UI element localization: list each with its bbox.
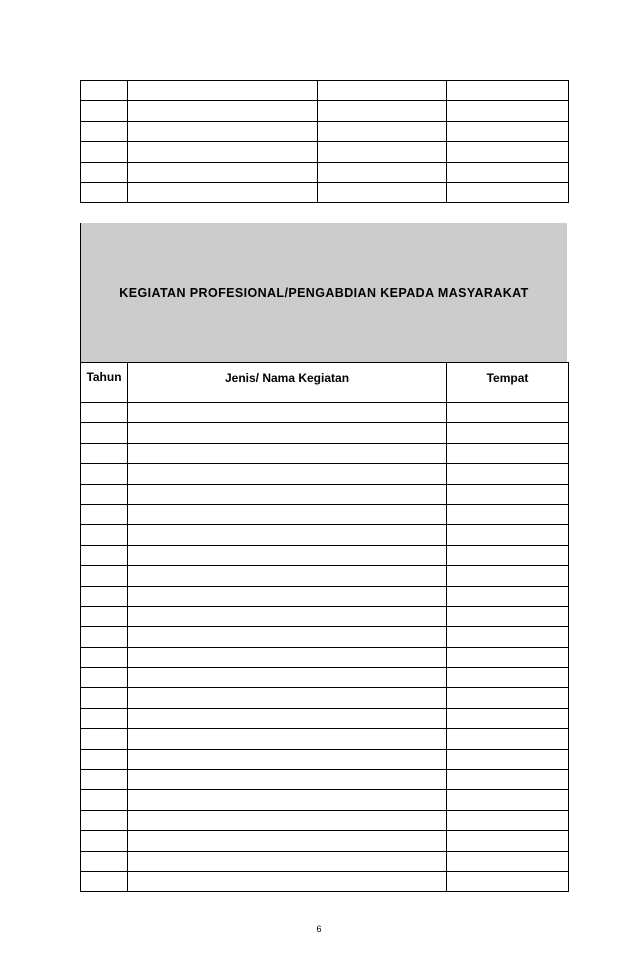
table-cell <box>447 504 569 524</box>
table-cell <box>447 121 569 141</box>
table-cell <box>128 831 447 851</box>
table-cell <box>318 121 447 141</box>
table-row <box>81 566 569 586</box>
table-cell <box>128 504 447 524</box>
table-cell <box>447 668 569 688</box>
table-cell <box>128 708 447 728</box>
table-row <box>81 504 569 524</box>
table-cell <box>81 606 128 626</box>
table-row <box>81 729 569 749</box>
table-cell <box>81 688 128 708</box>
table-cell <box>81 790 128 810</box>
table-cell <box>128 423 447 443</box>
table-cell <box>447 810 569 830</box>
table-cell <box>318 162 447 182</box>
table-cell <box>128 464 447 484</box>
section-title: KEGIATAN PROFESIONAL/PENGABDIAN KEPADA MASYARAKAT <box>119 285 529 300</box>
table-cell <box>447 423 569 443</box>
table-cell <box>128 790 447 810</box>
table-cell <box>447 545 569 565</box>
table-cell <box>81 668 128 688</box>
table-cell <box>128 142 318 162</box>
table-cell <box>128 647 447 667</box>
table-cell <box>81 586 128 606</box>
table-cell <box>447 831 569 851</box>
table-cell <box>81 81 128 101</box>
table-cell <box>81 708 128 728</box>
table-cell <box>128 627 447 647</box>
page-number: 6 <box>316 924 322 934</box>
table-cell <box>81 545 128 565</box>
table-row <box>81 770 569 790</box>
table-cell <box>81 851 128 871</box>
table-cell <box>318 101 447 121</box>
table-cell <box>318 182 447 202</box>
table-row <box>81 162 569 182</box>
table-cell <box>128 851 447 871</box>
table-header-row <box>81 363 569 403</box>
table-row <box>81 810 569 830</box>
table-cell <box>128 749 447 769</box>
table-cell <box>128 606 447 626</box>
table-cell <box>81 504 128 524</box>
table-cell <box>447 464 569 484</box>
table-cell <box>81 770 128 790</box>
table-cell <box>81 749 128 769</box>
table-cell <box>447 851 569 871</box>
table-row <box>81 627 569 647</box>
table-cell <box>128 545 447 565</box>
table-cell <box>447 688 569 708</box>
table-cell <box>81 627 128 647</box>
table-cell <box>81 162 128 182</box>
table-cell <box>81 729 128 749</box>
table-cell <box>318 142 447 162</box>
table-cell <box>81 182 128 202</box>
table-cell <box>81 101 128 121</box>
table-cell <box>81 647 128 667</box>
table-row <box>81 484 569 504</box>
table-row <box>81 182 569 202</box>
table-cell <box>447 790 569 810</box>
table-cell <box>81 871 128 891</box>
table-row <box>81 443 569 463</box>
table-cell <box>81 464 128 484</box>
table-cell <box>447 484 569 504</box>
table-cell <box>81 810 128 830</box>
table-cell <box>81 525 128 545</box>
table-row <box>81 81 569 101</box>
table-cell <box>447 403 569 423</box>
table-cell <box>128 668 447 688</box>
header-activity: Jenis/ Nama Kegiatan <box>128 363 447 403</box>
table-cell <box>128 586 447 606</box>
table-cell <box>128 81 318 101</box>
table-cell <box>447 101 569 121</box>
table-cell <box>447 162 569 182</box>
table-cell <box>128 121 318 141</box>
professional-activities-table <box>80 362 569 892</box>
table-row <box>81 423 569 443</box>
table-cell <box>447 770 569 790</box>
table-cell <box>128 729 447 749</box>
table-cell <box>128 443 447 463</box>
table-cell <box>128 566 447 586</box>
table-cell <box>81 423 128 443</box>
section-banner <box>80 223 567 362</box>
table-cell <box>447 871 569 891</box>
table-row <box>81 121 569 141</box>
table-cell <box>128 810 447 830</box>
table-cell <box>128 101 318 121</box>
table-cell <box>128 525 447 545</box>
table-cell <box>81 403 128 423</box>
table-cell <box>128 403 447 423</box>
header-place: Tempat <box>447 363 569 403</box>
table-row <box>81 708 569 728</box>
table-row <box>81 790 569 810</box>
table-cell <box>128 688 447 708</box>
table-row <box>81 871 569 891</box>
header-year: Tahun <box>81 363 128 403</box>
table-cell <box>447 142 569 162</box>
table-cell <box>447 606 569 626</box>
table-cell <box>447 443 569 463</box>
table-cell <box>81 566 128 586</box>
table-row <box>81 668 569 688</box>
table-row <box>81 647 569 667</box>
table-cell <box>447 81 569 101</box>
table-cell <box>81 484 128 504</box>
table-cell <box>447 708 569 728</box>
table-cell <box>81 443 128 463</box>
table-cell <box>447 566 569 586</box>
table-cell <box>81 831 128 851</box>
table-row <box>81 545 569 565</box>
table-cell <box>81 142 128 162</box>
table-row <box>81 525 569 545</box>
table-row <box>81 101 569 121</box>
table-cell <box>447 627 569 647</box>
table-row <box>81 586 569 606</box>
table-row <box>81 606 569 626</box>
table-cell <box>447 586 569 606</box>
table-row <box>81 464 569 484</box>
table-row <box>81 688 569 708</box>
table-cell <box>128 182 318 202</box>
table-cell <box>128 770 447 790</box>
table-cell <box>447 182 569 202</box>
table-row <box>81 403 569 423</box>
table-cell <box>447 647 569 667</box>
table-row <box>81 851 569 871</box>
table-cell <box>447 749 569 769</box>
table-cell <box>128 871 447 891</box>
table-row <box>81 749 569 769</box>
table-cell <box>128 162 318 182</box>
previous-section-table <box>80 80 569 203</box>
table-cell <box>318 81 447 101</box>
table-cell <box>447 729 569 749</box>
table-row <box>81 142 569 162</box>
table-row <box>81 831 569 851</box>
table-cell <box>447 525 569 545</box>
table-cell <box>128 484 447 504</box>
table-cell <box>81 121 128 141</box>
